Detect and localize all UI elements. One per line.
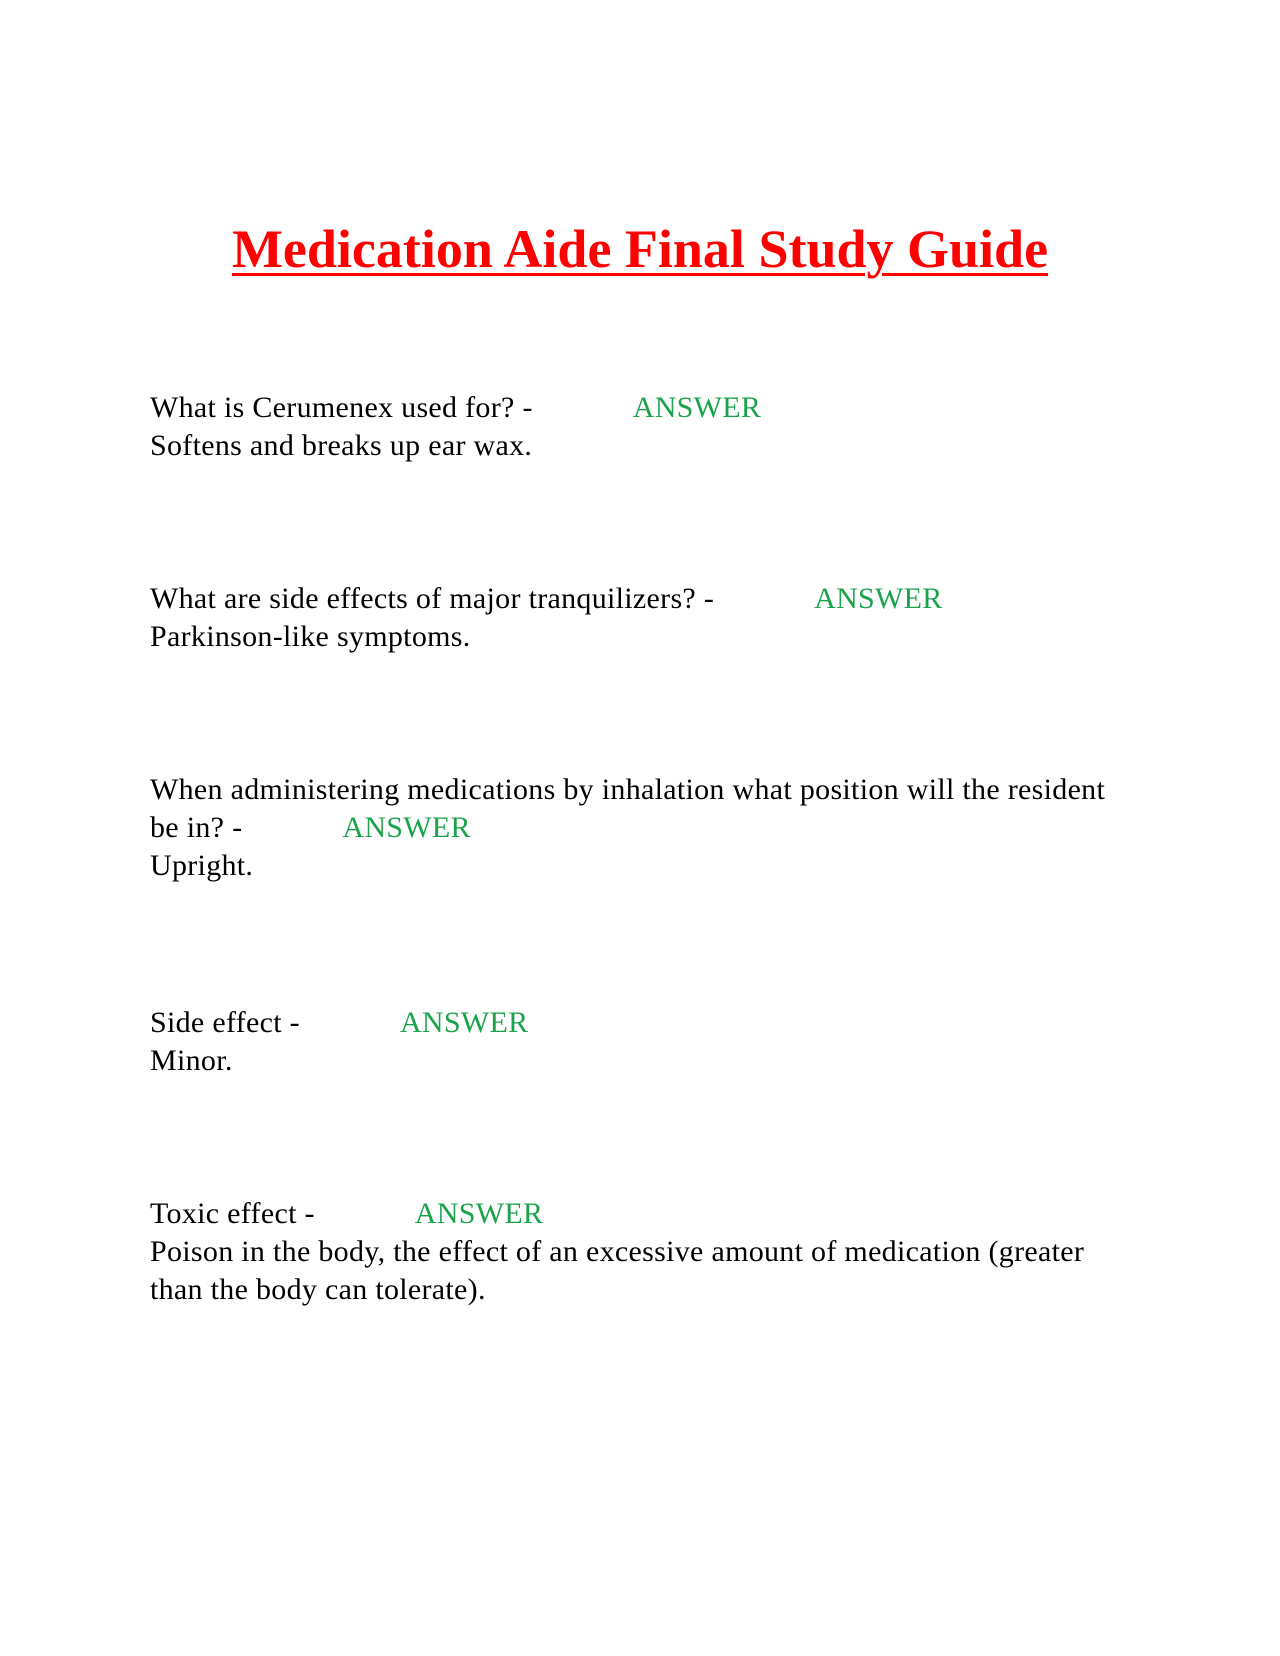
- answer-text: Parkinson-like symptoms.: [150, 620, 471, 653]
- question-text: What is Cerumenex used for? -: [150, 391, 533, 424]
- answer-label: ANSWER: [632, 391, 762, 424]
- question-text: When administering medications by inhalation what position will the resident be in? -: [150, 773, 1106, 844]
- qa-item-cerumenex: [150, 389, 1130, 465]
- answer-label: ANSWER: [814, 582, 943, 615]
- answer-text: Softens and breaks up ear wax.: [150, 429, 533, 462]
- answer-label: ANSWER: [414, 1197, 544, 1230]
- qa-item-toxic-effect: [150, 1195, 1130, 1309]
- answer-label: ANSWER: [342, 811, 471, 844]
- answer-label: ANSWER: [399, 1006, 529, 1039]
- qa-item-tranquilizers: [150, 580, 1130, 656]
- question-text: Side effect -: [150, 1006, 300, 1039]
- answer-text: Minor.: [150, 1044, 233, 1077]
- page-title: Medication Aide Final Study Guide: [231, 219, 1049, 279]
- question-text: What are side effects of major tranquilizers? -: [150, 582, 715, 615]
- answer-text: Upright.: [150, 849, 254, 882]
- answer-text: Poison in the body, the effect of an excessive amount of medication (greater than the body can tolerate).: [150, 1235, 1085, 1306]
- qa-item-side-effect: [150, 1004, 1130, 1080]
- question-text: Toxic effect -: [150, 1197, 315, 1230]
- qa-item-inhalation: [150, 771, 1130, 885]
